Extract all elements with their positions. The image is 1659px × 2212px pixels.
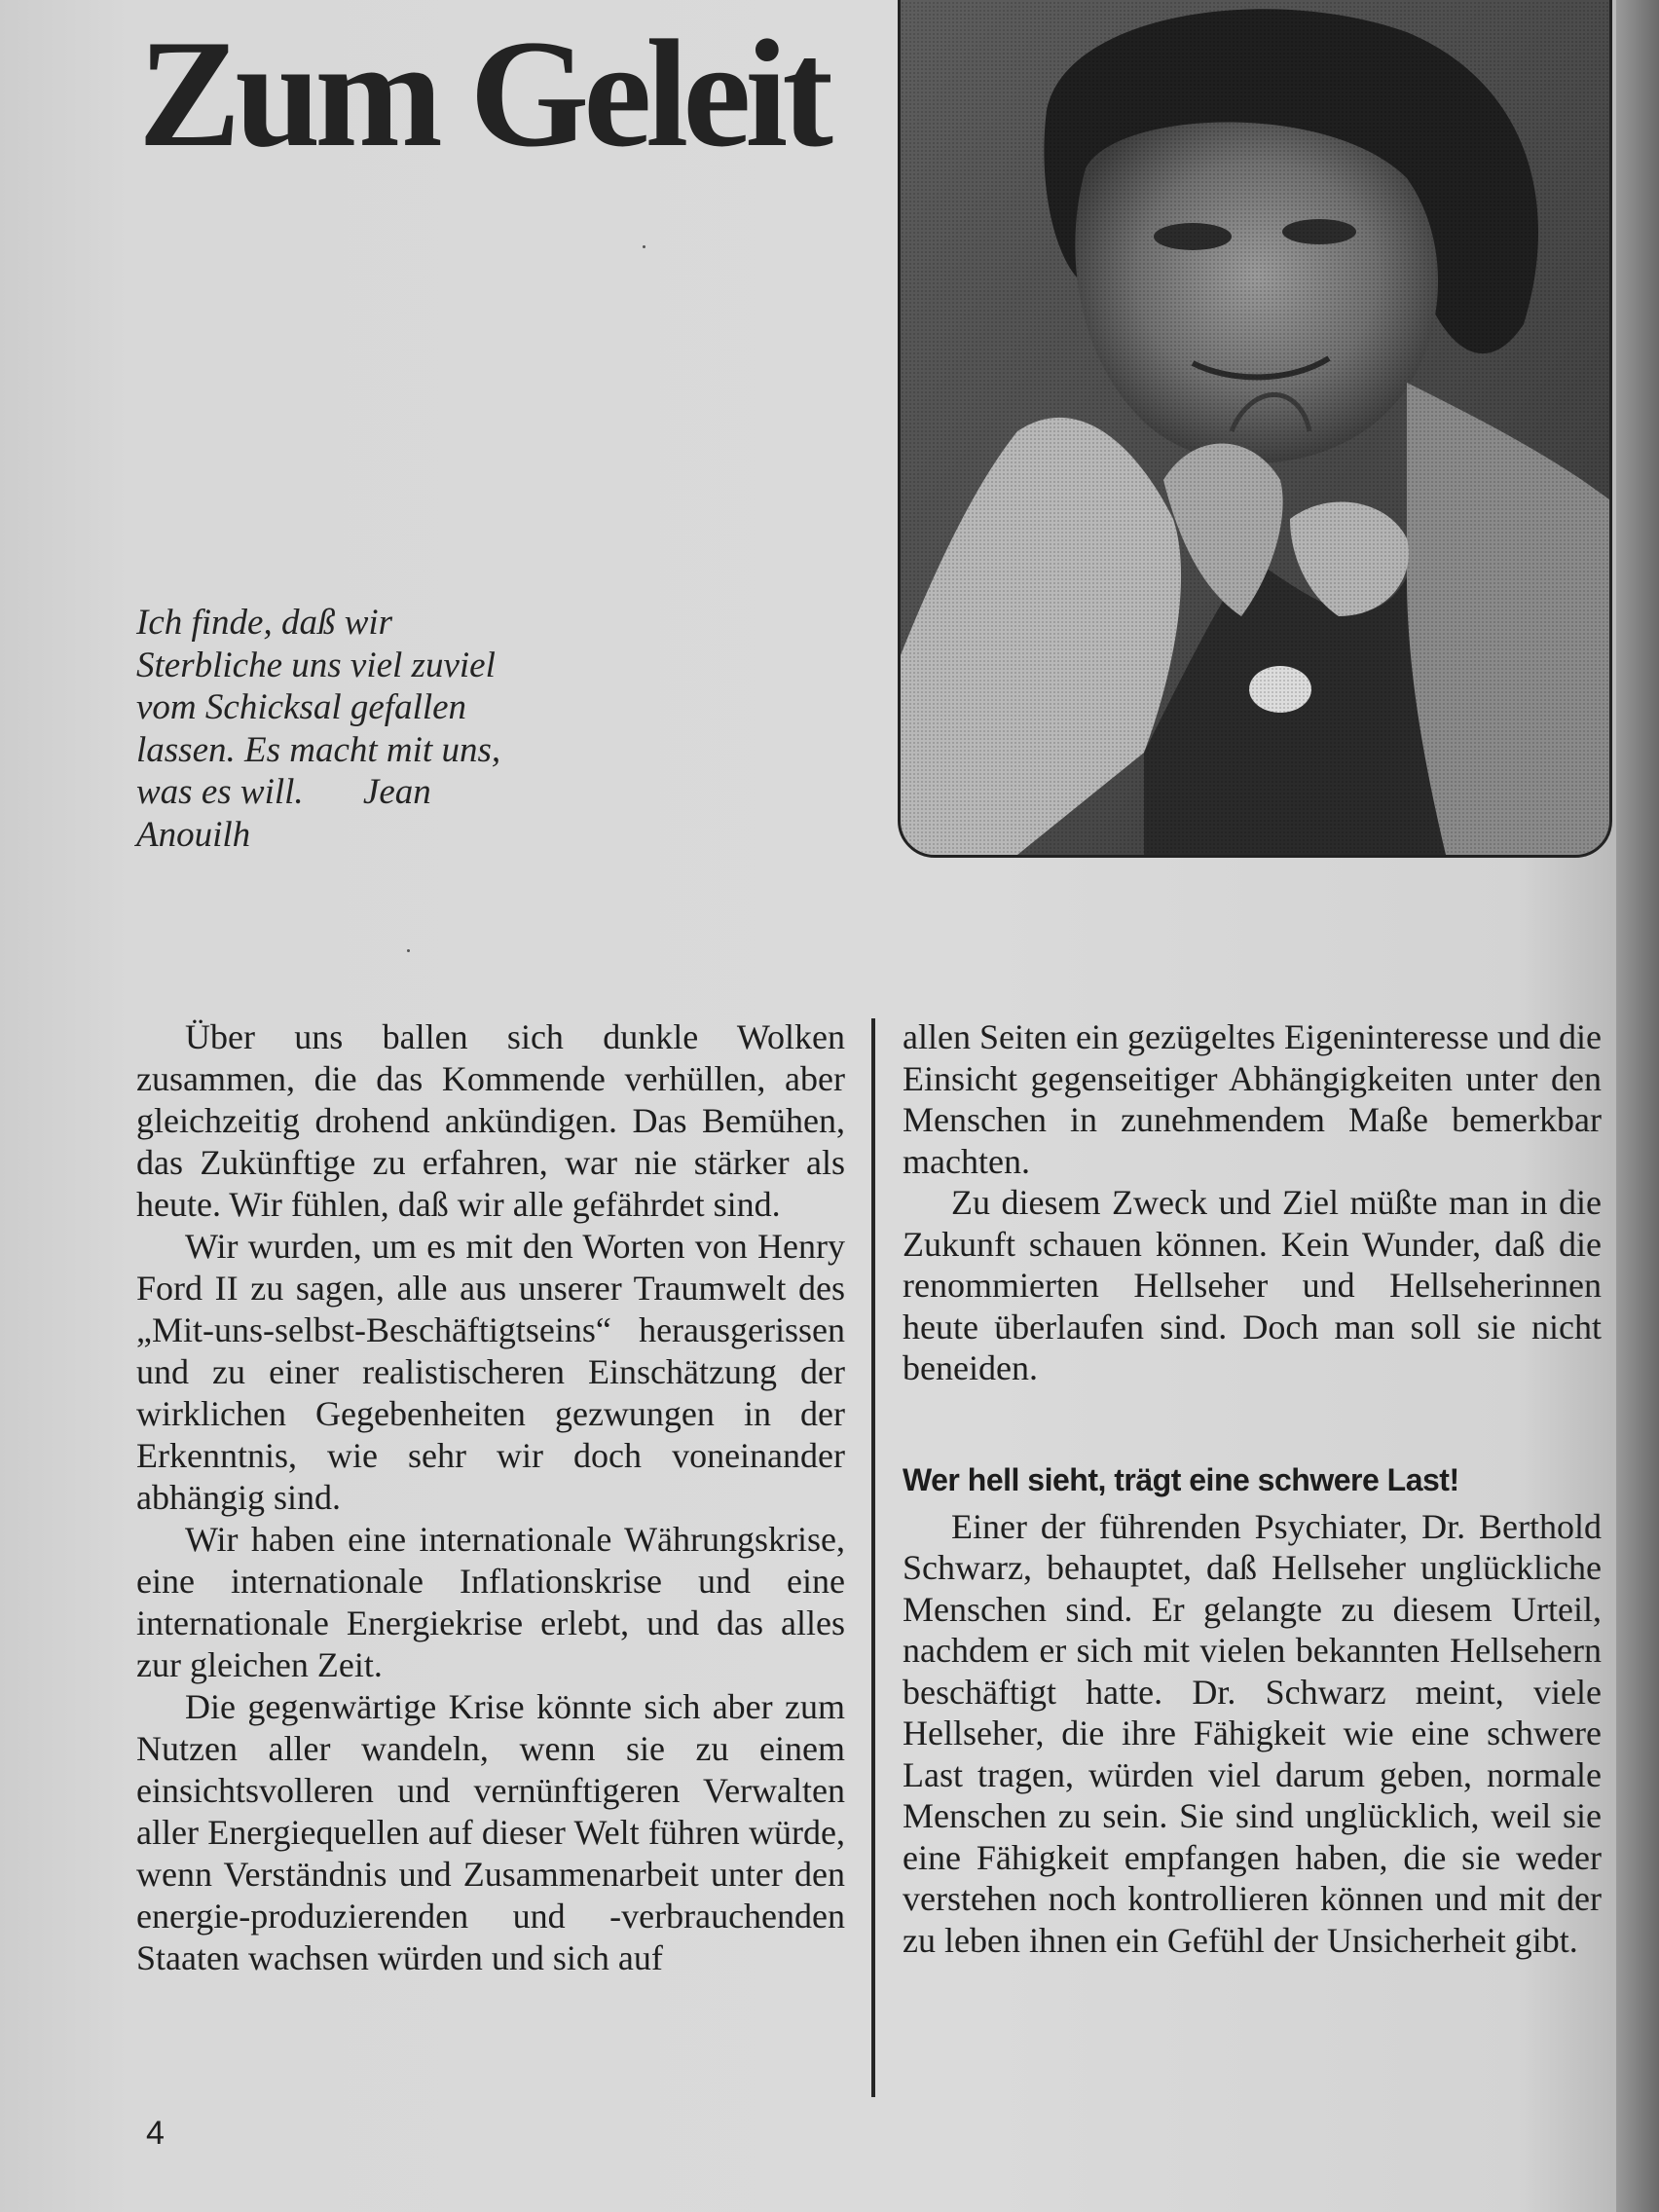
paragraph: allen Seiten ein gezügeltes Eigeninteresse und die Einsicht gegenseitiger Abhängigkeiten unter den Menschen in zunehmendem Maße bemerkbar machten. bbox=[903, 1017, 1602, 1181]
quote-author: Jean Anouilh bbox=[136, 772, 431, 855]
print-speck bbox=[407, 949, 410, 952]
print-speck bbox=[643, 245, 645, 248]
left-column bbox=[136, 1016, 845, 1979]
page-edge bbox=[1616, 0, 1659, 2212]
paragraph: Die gegenwärtige Krise könnte sich aber zum Nutzen aller wandeln, wenn sie zu einem einsichtsvolleren und vernünftigeren Verwalten aller Energiequellen auf dieser Welt führen würde, wenn Verständnis und Zusammenarbeit unter den energie-produzierenden und -verbrauchenden Staaten wachsen würden und sich auf bbox=[136, 1687, 845, 1977]
paragraph: Einer der führenden Psychiater, Dr. Berthold Schwarz, behauptet, daß Hellseher unglückliche Menschen sind. Er gelangte zu diesem Urteil, nachdem er sich mit vielen bekannten Hellsehern beschäftigt hatte. Dr. Schwarz meint, viele Hellseher, die ihre Fähigkeit wie eine schwere Last tragen, würden viel darum geben, normale Menschen zu sein. Sie sind unglücklich, weil sie eine Fähigkeit empfangen haben, die sie weder verstehen noch kontrollieren können und mit der zu leben ihnen ein Gefühl der Unsicherheit gibt. bbox=[903, 1506, 1602, 1960]
section-subheading: Wer hell sieht, trägt eine schwere Last! bbox=[903, 1461, 1459, 1497]
author-portrait bbox=[898, 0, 1612, 858]
paragraph: Wir wurden, um es mit den Worten von Henry Ford II zu sagen, alle aus unserer Traumwelt des „Mit-uns-selbst-Beschäftigtseins“ herausgerissen und zu einer realistischeren Einschätzung der wirklichen Gegebenheiten gezwungen in der Erkenntnis, wie sehr wir doch voneinander abhängig sind. bbox=[136, 1227, 845, 1517]
portrait-photo-icon bbox=[901, 0, 1609, 855]
article-title: Zum Geleit bbox=[138, 9, 828, 179]
right-column bbox=[903, 1016, 1602, 1961]
paragraph: Wir haben eine internationale Währungskrise, eine internationale Inflationskrise und eine internationale Energiekrise erlebt, und das alles zur gleichen Zeit. bbox=[136, 1520, 845, 1684]
page-number: 4 bbox=[146, 2115, 165, 2152]
column-divider bbox=[871, 1018, 875, 2097]
paragraph: Zu diesem Zweck und Ziel müßte man in die Zukunft schauen können. Kein Wunder, daß die renommierten Hellseher und Hellseherinnen heute überlaufen sind. Doch man soll sie nicht beneiden. bbox=[903, 1183, 1602, 1387]
epigraph-quote bbox=[136, 602, 545, 856]
paragraph: Über uns ballen sich dunkle Wolken zusammen, die das Kommende verhüllen, aber gleichzeitig drohend ankündigen. Das Bemühen, das Zukünftige zu erfahren, war nie stärker als heute. Wir fühlen, daß wir alle gefährdet sind. bbox=[136, 1017, 845, 1224]
quote-text: Ich finde, daß wir Sterbliche uns viel zuviel vom Schicksal gefallen lassen. Es macht mit uns, was es will. bbox=[136, 603, 501, 812]
